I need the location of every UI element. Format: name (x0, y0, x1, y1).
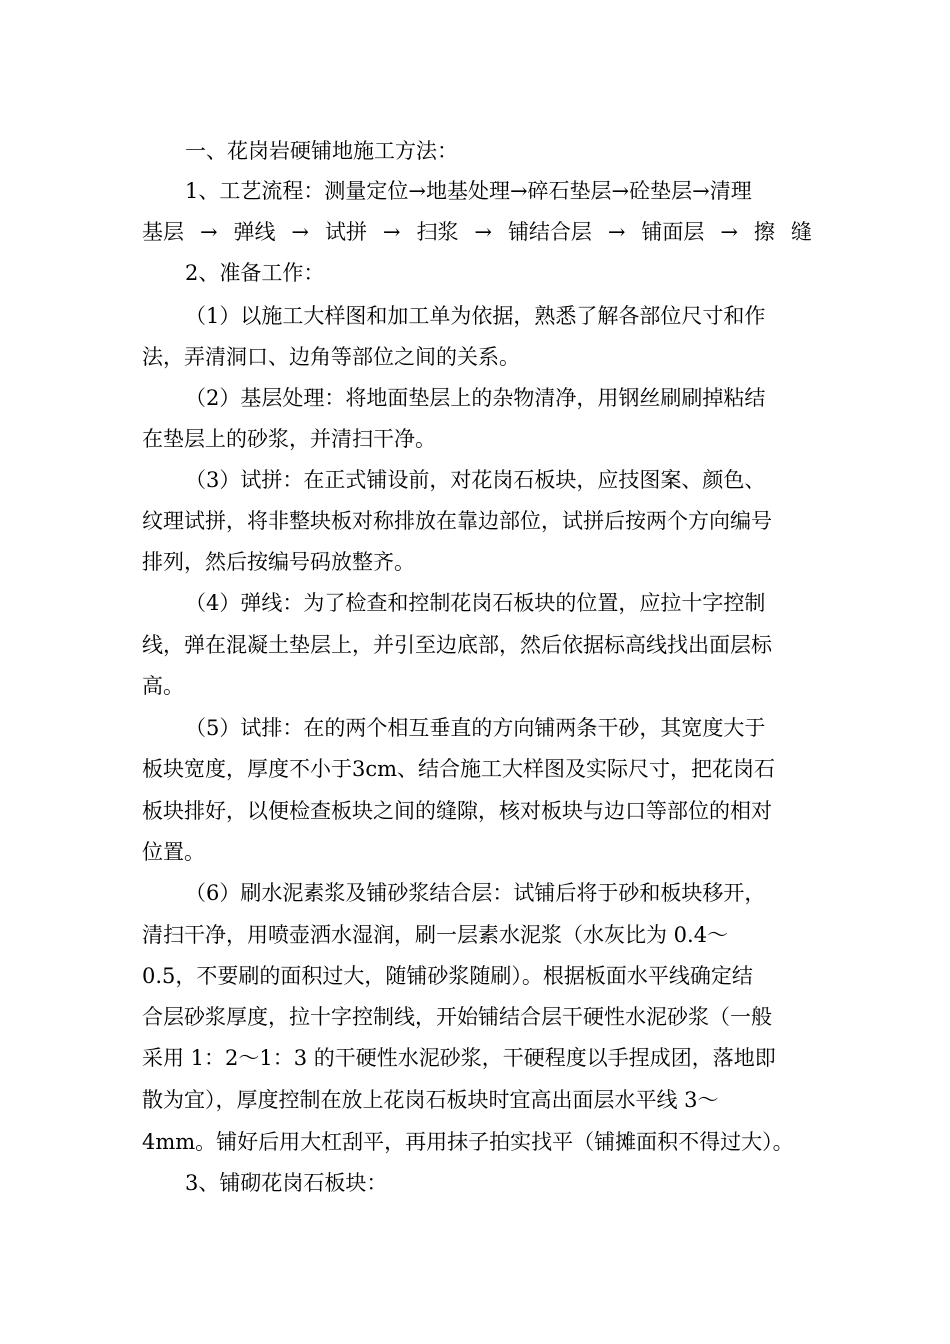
paragraph-line: （1）以施工大样图和加工单为依据，熟悉了解各部位尺寸和作 (185, 304, 766, 328)
paragraph-line: （3）试拼：在正式铺设前，对花岗石板块，应技图案、颜色、 (185, 468, 766, 492)
section-heading: 一、花岗岩硬铺地施工方法： (185, 139, 458, 163)
flow-step: 缝 (790, 220, 812, 244)
flow-step: 铺面层 (641, 220, 705, 244)
paragraph-line: 板块宽度，厚度不小于3cm、结合施工大样图及实际尺寸，把花岗石 (142, 757, 776, 781)
arrow-glyph: → (607, 220, 626, 244)
paragraph-line: 1、工艺流程：测量定位→地基处理→碎石垫层→砼垫层→清理 (185, 179, 752, 203)
paragraph-line: 位置。 (142, 840, 205, 864)
flow-step: 基层 (142, 220, 184, 244)
paragraph-line: 合层砂浆厚度，拉十字控制线，开始铺结合层干硬性水泥砂浆（一般 (142, 1005, 772, 1029)
arrow-glyph: → (199, 220, 218, 244)
paragraph-line: 在垫层上的砂浆，并清扫干净。 (142, 427, 436, 451)
arrow-glyph: → (720, 220, 738, 244)
flow-step: 铺结合层 (507, 220, 592, 244)
paragraph-line: 法，弄清洞口、边角等部位之间的关系。 (142, 345, 520, 369)
arrow-glyph: → (474, 220, 492, 244)
paragraph-line: 板块排好，以便检查板块之间的缝隙，核对板块与边口等部位的相对 (142, 799, 772, 823)
paragraph-line: （4）弹线：为了检查和控制花岗石板块的位置，应拉十字控制 (185, 591, 766, 615)
section-heading: 3、铺砌花岗石板块： (185, 1171, 388, 1195)
paragraph-line: （5）试排：在的两个相互垂直的方向铺两条干砂，其宽度大于 (185, 716, 766, 740)
paragraph-line: 高。 (142, 674, 184, 698)
paragraph-line: 采用 1：2～1：3 的干硬性水泥砂浆，干硬程度以手捏成团，落地即 (142, 1046, 776, 1070)
process-flow-line (142, 217, 812, 247)
paragraph-line: 散为宜），厚度控制在放上花岗石板块时宜高出面层水平线 3～ (142, 1088, 719, 1112)
flow-step: 弹线 (233, 220, 276, 244)
paragraph-line: 清扫干净，用喷壶洒水湿润，刷一层素水泥浆（水灰比为 0.4～ (142, 923, 729, 947)
paragraph-line: 线，弹在混凝土垫层上，并引至边底部，然后依据标高线找出面层标 (142, 633, 772, 657)
paragraph-line: 排列，然后按编号码放整齐。 (142, 550, 415, 574)
paragraph-line: 0.5，不要刷的面积过大，随铺砂浆随刷）。根据板面水平线确定结 (142, 964, 753, 988)
arrow-glyph: → (291, 220, 310, 244)
section-heading: 2、准备工作： (185, 261, 325, 285)
flow-step: 试拼 (324, 220, 367, 244)
paragraph-line: 4mm。铺好后用大杠刮平，再用抹子拍实找平（铺摊面积不得过大）。 (142, 1130, 794, 1154)
paragraph-line: 纹理试拼，将非整块板对称排放在靠边部位，试拼后按两个方向编号 (142, 509, 772, 533)
flow-step: 擦 (753, 220, 775, 244)
arrow-glyph: → (382, 220, 401, 244)
paragraph-line: （6）刷水泥素浆及铺砂浆结合层：试铺后将于砂和板块移开， (185, 881, 766, 905)
paragraph-line: （2）基层处理：将地面垫层上的杂物清净，用钢丝刷刷掉粘结 (185, 386, 766, 410)
flow-step: 扫浆 (416, 220, 459, 244)
